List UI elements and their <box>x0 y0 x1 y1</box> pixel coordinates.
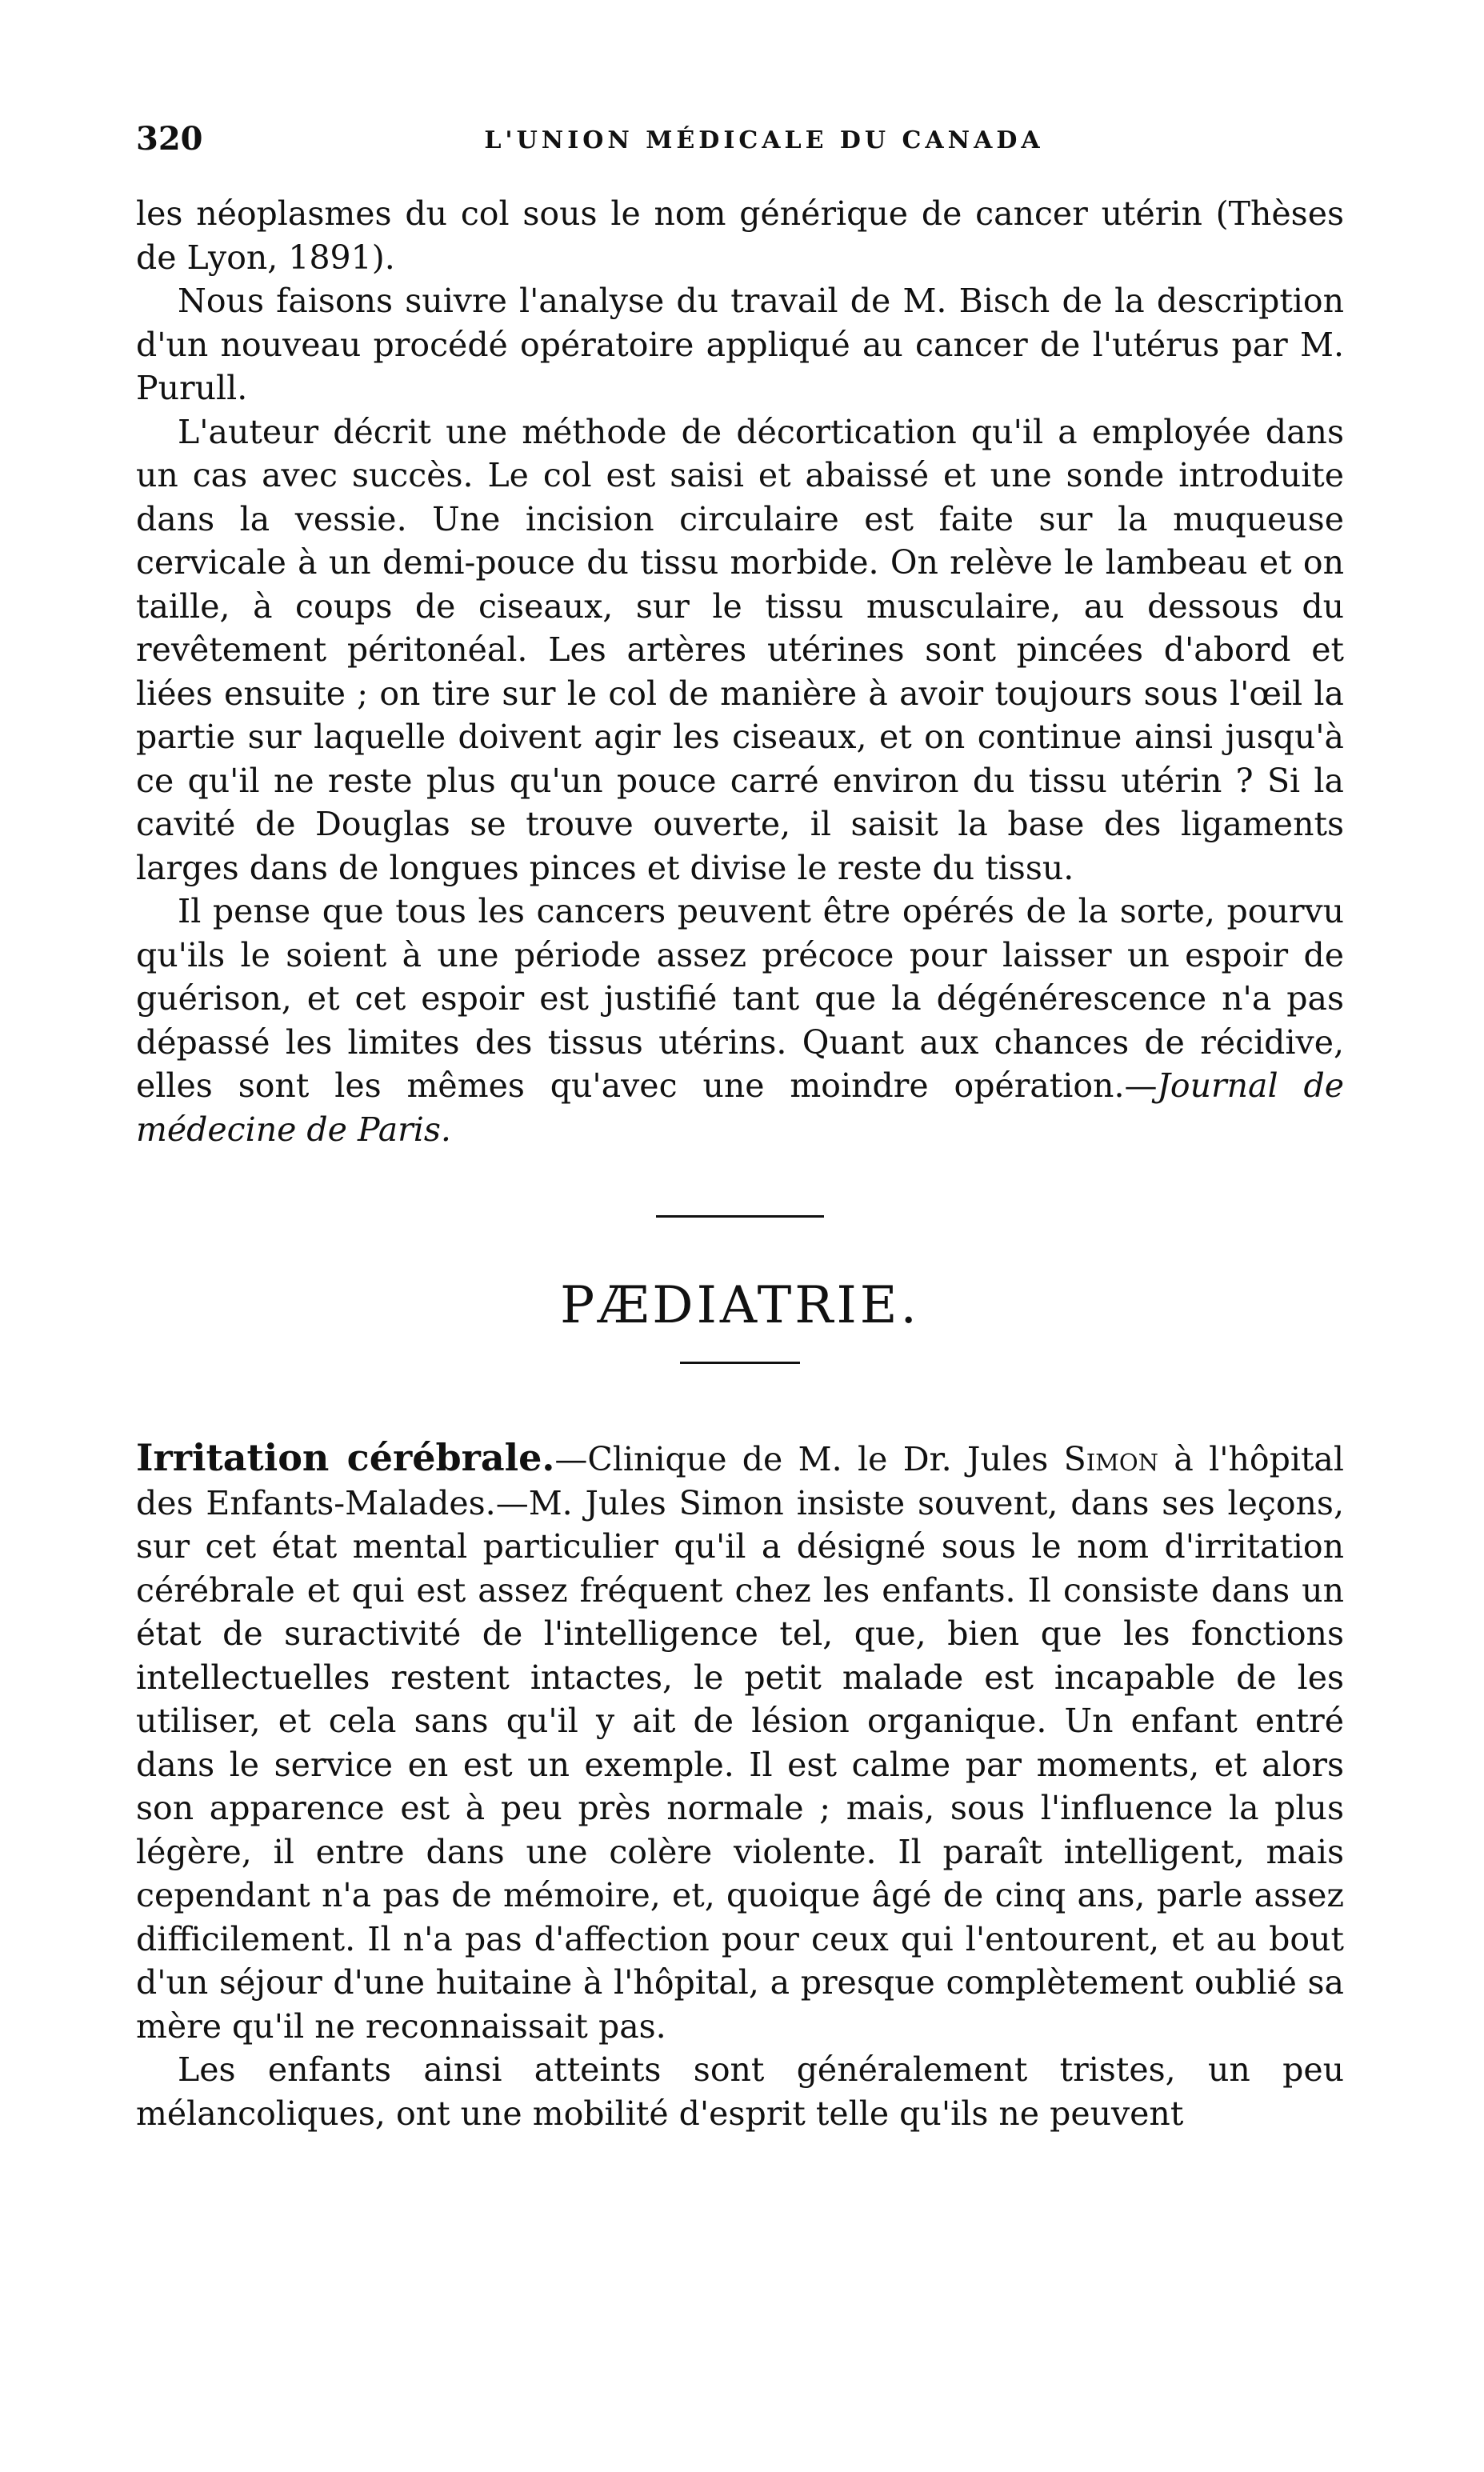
article-intro: —Clinique de M. le Dr. Jules <box>554 1440 1064 1478</box>
paragraph-text: Il pense que tous les cancers peuvent être opérés de la sorte, pourvu qu'ils le soient à une période assez précoce pour laisser un espoir de guérison, et cet espoir est justifié tant que la dégénérescence n'a pas dépassé les limites des tissus utérins. Quant aux chances de récidive, elles sont les mêmes qu'avec une moindre opération.— <box>136 892 1344 1105</box>
divider-rule <box>656 1215 824 1218</box>
page-number: 320 <box>136 120 203 158</box>
journal-reference: Journal de médecine de Paris. <box>136 1066 1344 1149</box>
paragraph: L'auteur décrit une méthode de décortication qu'il a employée dans un cas avec succès. Le col est saisi et abaissé et une sonde introduite dans la vessie. Une incision circulaire est faite sur la muqueuse cervicale à un demi-pouce du tissu morbide. On relève le lambeau et on taille, à coups de ciseaux, sur le tissu musculaire, au dessous du revêtement péritonéal. Les artères utérines sont pincées d'abord et liées ensuite ; on tire sur le col de manière à avoir toujours sous l'œil la partie sur laquelle doivent agir les ciseaux, et on continue ainsi jusqu'à ce qu'il ne reste plus qu'un pouce carré environ du tissu utérin ? Si la cavité de Douglas se trouve ouverte, il saisit la base des ligaments larges dans de longues pinces et divise le reste du tissu. <box>136 412 1344 887</box>
article-title: Irritation cérébrale. <box>136 1436 555 1479</box>
author-name: Simon <box>1063 1440 1159 1478</box>
paragraph <box>136 890 1344 1151</box>
paragraph: Nous faisons suivre l'analyse du travail de M. Bisch de la description d'un nouveau procédé opératoire appliqué au cancer de l'utérus par M. Purull. <box>136 282 1344 407</box>
paragraph: Les enfants ainsi atteints sont généralement tristes, un peu mélancoliques, ont une mobilité d'esprit telle qu'ils ne peuvent <box>136 2050 1344 2133</box>
article <box>136 1436 1344 2135</box>
section-title: PÆDIATRIE. <box>560 1276 920 1335</box>
page-header <box>136 120 1344 192</box>
paragraph <box>136 1436 1344 2048</box>
running-title: L'UNION MÉDICALE DU CANADA <box>484 126 1044 154</box>
article-intro-rest: à l'hôpital des Enfants-Malades.—M. Jules Simon insiste souvent, dans ses leçons, sur cet état mental particulier qu'il a désigné sous le nom d'irritation cérébrale et qui est assez fréquent chez les enfants. Il consiste dans un état de suractivité de l'intelligence tel, que, bien que les fonctions intellectuelles restent intactes, le petit malade est incapable de les utiliser, et cela sans qu'il y ait de lésion organique. Un enfant entré dans le service en est un exemple. Il est calme par moments, et alors son apparence est à peu près normale ; mais, sous l'influence la plus légère, il entre dans une colère violente. Il paraît intelligent, mais cependant n'a pas de mémoire, et, quoique âgé de cinq ans, parle assez difficilement. Il n'a pas d'affection pour ceux qui l'entourent, et au bout d'un séjour d'une huitaine à l'hôpital, a presque complètement oublié sa mère qu'il ne reconnaissait pas. <box>136 1440 1344 2046</box>
paragraph: les néoplasmes du col sous le nom générique de cancer utérin (Thèses de Lyon, 1891). <box>136 194 1344 277</box>
divider-rule <box>680 1362 800 1364</box>
first-section <box>136 192 1344 1151</box>
